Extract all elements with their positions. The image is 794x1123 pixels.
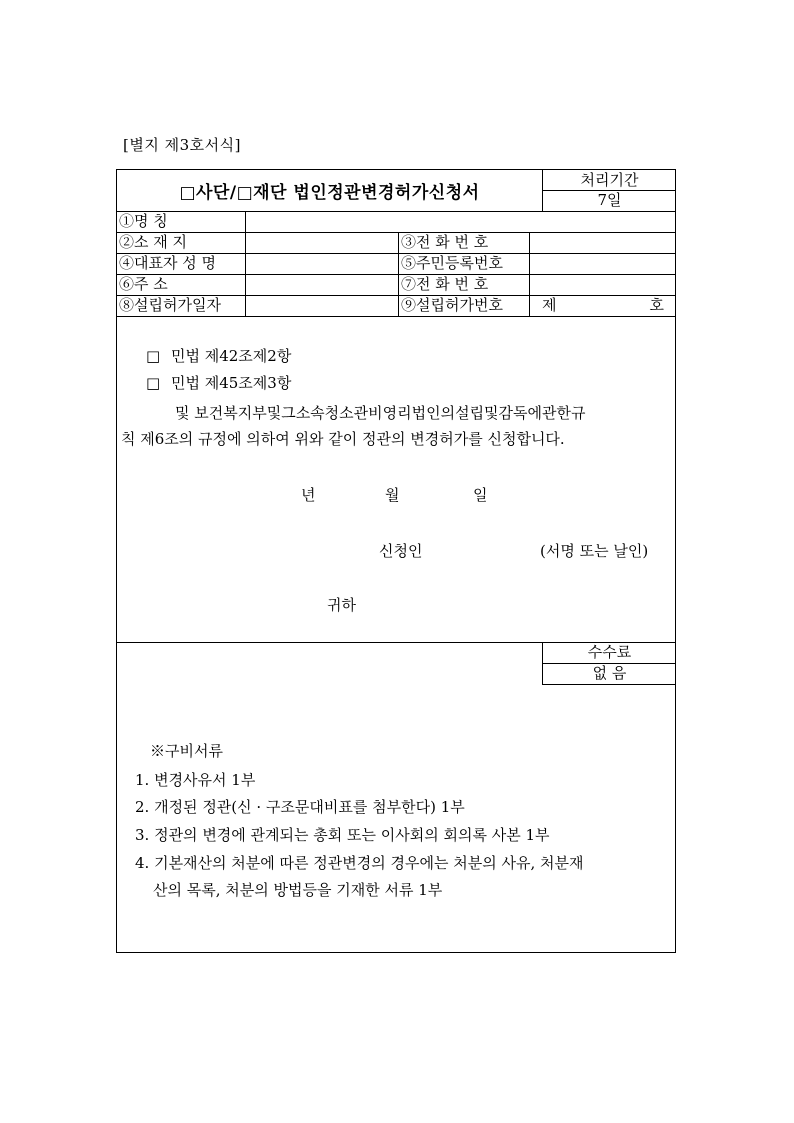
representative-name-label: ④대표자 성 명 [119,254,216,272]
phone-label-2: ⑦전 화 번 호 [401,275,489,293]
application-form [116,169,676,953]
required-doc-item: 4. 기본재산의 처분에 따른 정관변경의 경우에는 처분의 사유, 처분재 [135,854,584,872]
permit-date-field[interactable] [246,296,397,316]
date-day: 일 [473,486,488,504]
date-month: 월 [385,486,400,504]
name-field[interactable] [246,212,674,232]
phone-label-1: ③전 화 번 호 [401,233,489,251]
checkbox-icon[interactable]: □ [146,347,161,365]
statement-line-2: 칙 제6조의 규정에 의하여 위와 같이 정관의 변경허가를 신청합니다. [121,430,565,448]
permit-number-suffix: 호 [649,296,664,314]
processing-period-value: 7일 [597,191,622,209]
required-doc-item-continuation: 산의 목록, 처분의 방법등을 기재한 서류 1부 [153,881,443,899]
required-doc-item: 3. 정관의 변경에 관계되는 총회 또는 이사회의 회의록 사본 1부 [135,826,550,844]
resident-number-label: ⑤주민등록번호 [401,254,503,272]
checkbox-label: 민법 제42조제2항 [170,347,292,365]
location-field[interactable] [246,233,397,253]
checkbox-label: 민법 제45조제3항 [170,374,292,392]
permit-number-label: ⑨설립허가번호 [401,296,503,314]
permit-number-field[interactable] [542,296,664,315]
required-doc-item: 2. 개정된 정관(신 · 구조문대비표를 첨부한다) 1부 [135,798,465,816]
required-docs-heading: ※구비서류 [150,742,223,760]
resident-number-field[interactable] [530,254,674,274]
address-field[interactable] [246,275,397,295]
checkbox-item-civil-45[interactable] [146,372,291,393]
fee-value: 없 음 [592,664,627,682]
date-year: 년 [301,486,316,504]
addressee-label: 귀하 [327,596,356,614]
processing-period-label: 처리기간 [580,171,639,189]
form-title: □사단/□재단 법인정관변경허가신청서 [179,183,480,203]
permit-date-label: ⑧설립허가일자 [119,296,221,314]
required-doc-item: 1. 변경사유서 1부 [135,771,256,789]
phone-field-2[interactable] [530,275,674,295]
representative-name-field[interactable] [246,254,397,274]
address-label: ⑥주 소 [119,275,168,293]
phone-field-1[interactable] [530,233,674,253]
statement-line-1: 및 보건복지부및그소속청소관비영리법인의설립및감독에관한규 [175,404,586,422]
permit-number-prefix: 제 [542,296,557,314]
checkbox-icon[interactable]: □ [146,374,161,392]
applicant-label: 신청인 [379,542,423,560]
signature-note: (서명 또는 날인) [540,542,649,560]
name-label: ①명 칭 [119,212,168,230]
location-label: ②소 재 지 [119,233,188,251]
checkbox-item-civil-42[interactable] [146,345,291,366]
form-number-label: [별지 제3호서식] [123,136,241,154]
fee-label: 수수료 [587,643,632,661]
